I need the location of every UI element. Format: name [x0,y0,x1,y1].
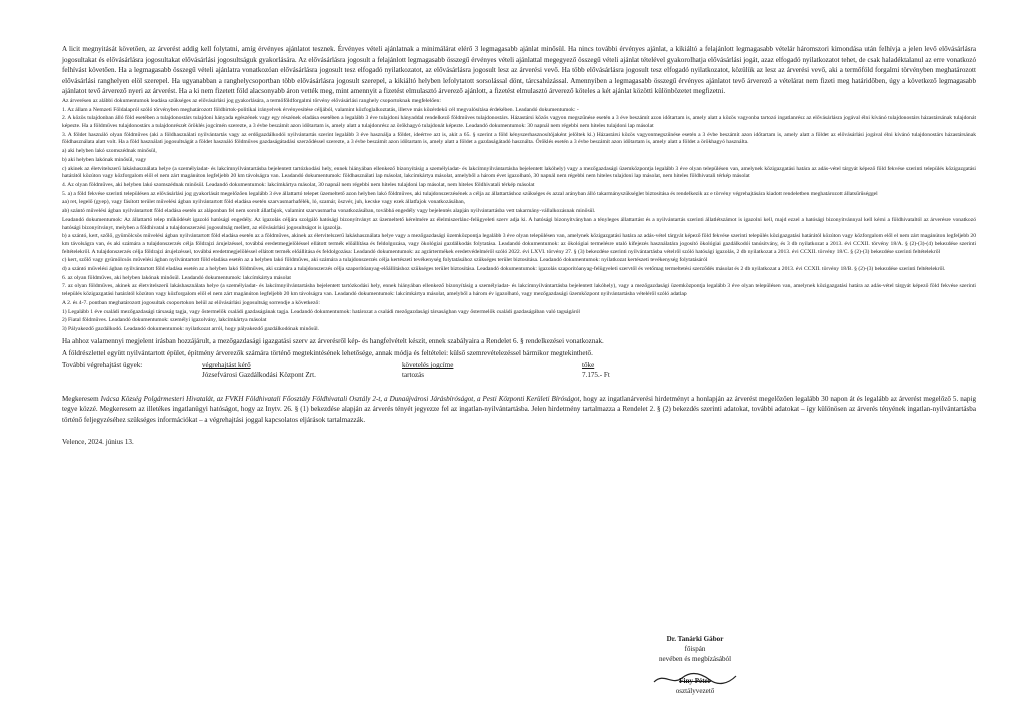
enforcement-cases-table [62,360,976,380]
signatory-role: nevében és megbízásából [658,655,732,663]
signature-block-primary [640,634,750,664]
request-body: hogy az ingatlanárverési hirdetményt a honlapján az árverést megelőzően legalább 30 napon át és legalább az árverést megelőző 5. napig tegye közzé. Megkeresem az illetékes ingatlanügyi hatóságot, hogy az Inytv. 26. § (1) bekezdése alapján az árverés tényét jegyezze fel az ingatlan-nyilvántartásba. Jelen hirdetmény tartalmazza a Rendelet 2. § (2) bekezdés szerinti adatokat, további adatokat – így különösen az árverés tényének ingatlan-nyilvántartásba történő feljegyzéséhez szükséges információkat – a végrehajtási joggal kapcsolatos eljárások tartalmazzák. [62,395,976,424]
principal-value: 7.175.- Ft [582,371,610,380]
secondary-signatory-title: osztályvezető [675,687,715,695]
rights-item: aa) ret, legelő (gyep), vagy fásított terület művelési ágban nyilvántartott föld eladása esetén szarvasmarhafélék, ló, szamár, öszvér, juh, kecske vagy ezek állatfajok vonatkozásában, [62,199,466,206]
rights-item: 3. A földet használó olyan földműves (aki a földhasználati nyilvántartás vagy az erdőgazdálkodói nyilvántartás szerint legalább 3 éve használja a földet, ideértve azt is, akit a 65. § szerint a föld kényszerhasznosítójaként jelöltek ki.) Házastársi közös vagyonmegszűnése esetén a 3 évbe beszámít azon időtartam is, amely alatt a földet az elővásárlási jogával élni kívánó tulajdonostárs házastársának földhasználata alatt volt. Ha a föld használati jogosultságát a földet használó földműves gazdaságátadási szerződéssel szerezte, a 3 évbe beszámít azon időtartam is, amely alatt a földet a gazdaságátadó használta. Öröklés esetén a 3 évbe beszámít azon időtartam is, amely alatt a földet a örökhagyó használta. [62,131,976,146]
signature-block-secondary [640,676,750,696]
parties-label: További végrehajtást ügyek: [62,361,143,370]
rights-item: 5. a) a föld fekvése szerinti településen az elővásárlási jog gyakorlását megelőzően legalább 3 éve állattartó telepet üzemeltető azon helyben lakó földműves, aki tulajdonszerzésének a célja az állattartáshoz szükséges és azzal arányban álló takarmányszükséglet biztosítása és rendelkezik az e törvény végrehajtására kiadott rendeletben meghatározott állatsűrűséggel [62,190,878,197]
rights-item: c) akinek az életvitelszerű lakáshasználata helye (a személyiadat- és lakcímnyilvántartásba bejelentett tartózkodási hely, ennek hiányában ellenkező bizonyításig a személyiadat- és lakcímnyilvántartásba bejelentett lakóhely) vagy a mezőgazdasági üzemközpontja legalább 3 éve olyan településen van, amelynek közigazgatási határa az adás-vétel tárgyát képező föld fekvése szerinti település közigazgatási határától közúton vagy közforgalom elől el nem zárt magánúton legfeljebb 20 km távolságra van. Leadandó dokumentumok: földhasználati lap másolat, lakcímkártya másolat, amelyből a három évet igazolható, 30 napnál nem régebbi nem hiteles tulajdoni lap másolat, nem hiteles földhivatali térkép másolat [62,165,976,180]
rights-heading: Az árverésen az alábbi dokumentumok leadása szükséges az elővásárlási jog gyakorlására, a termőföldforgalmi törvény elővásárlási ranghely csoportoknak megfelelően: [62,97,441,104]
rights-item: a) aki helyben lakó szomszédnak minősül, [62,148,157,155]
rights-item: ab) szántó művelési ágban nyilvántartott föld eladása esetén az aláponban fel nem sorolt állatfajok, valamint szarvasmarha vonatkozásában, továbbá engedély vagy bejelentés alapján nyilvántartásba vett takarmány-vállalkozásnak minősül. [62,208,596,215]
claim-header: követelés jogcíme [402,361,454,370]
request-addressees: Ivácsa Község Polgármesteri Hivatalát, az FVKH Földhivatali Főosztály Földhivatali Osztály 2-t, a Dunaújvárosi Járásbíróságot, a Pesti Központi Kerületi Bíróságot, [100,395,582,404]
principal-header: tőke [582,361,595,370]
request-paragraph [62,394,976,425]
rights-item: 7. az olyan földműves, akinek az életvitelszerű lakáshasználata helye (a személyiadat- és lakcímnyilvántartásba bejelentett tartózkodási hely, ennek hiányában ellenkező bizonyításig a személyiadat- és lakcímnyilvántartásba bejelentett lakóhely), vagy a mezőgazdasági üzemközpontja legalább 3 éve olyan településen van, amelynek közigazgatási határa az adás-vétel tárgyát képező föld fekvése szerinti település közigazgatási határától közúton vagy közforgalom elől el nem zárt magánúton legfeljebb 20 km távolságra van. Leadandó dokumentumok: lakcímkártya másolat, amelyből a három év igazolható, vagy mezőgazdasági üzemközpont nyilvántartásba vételéről szóló adatlap [62,283,976,298]
secondary-signatory-name: Finy Péter [679,677,711,685]
rights-item: c) kert, szőlő vagy gyümölcsös művelési ágban nyilvántartott föld eladása esetén az a helyben lakó földműves, aki számára a tulajdonszerzés célja kertészeti tevékenység folytatásához szükséges terület biztosítása. Leadandó dokumentumok: nyilatkozat kertészeti tevékenység folytatásáról [62,257,708,264]
rights-item: 2. A közös tulajdonban álló föld esetében a tulajdonostárs tulajdoni hányada egészének vagy egy részének eladása esetében a legalább 3 éve tulajdoni hányaddal rendelkező földműves tulajdonostárs. Házastársi közös vagyon megszűnése esetén a 3 éve beszámít azon időtartam is, amely alatt a közös vagyonba tartozó ingatlanrész az elővásárlásra jogával élni kívánó tulajdonostárs házastársának tulajdonát képezte. Ha a földműves tulajdonostárs a tulajdonrészét öröklés jogcímén szerezte, a 3 évbe beszámít azon időtartam is, amely alatt a tulajdonrész az örökhagyó tulajdonát képezte. Leadandó dokumentumok: 30 napnál nem régebbi nem hiteles tulajdoni lap másolat [62,115,976,130]
recording-notice: Ha ahhoz valamennyi megjelent irásban hozzájárult, a mezőgazdasági igazgatási szerv az árverésről kép- és hangfelvételt készít, ennek szabályaira a Rendelet 6. § rendelkezései vonatkoznak. [62,336,604,345]
rights-item: 6. az olyan földműves, aki helyben lakónak minősül. Leadandó dokumentumok: lakcímkártya másolat [62,274,291,281]
place-and-date: Velence, 2024. június 13. [62,438,134,447]
auction-rules-paragraph: A licit megnyitását követően, az árverést addig kell folytatni, amíg érvényes ajánlatot tesznek. Érvényes vételi ajánlatnak a minimálárat elérő 3 legmagasabb ajánlat minősül. Ha nincs további érvényes ajánlat, a kikiáltó a felajánlott legmagasabb vételár háromszori kimondása után felhívja a jelen levő elővásárlásra jogosultakat és elővásárlásra jogosultakat elővásárlási jogosultságuk gyakorlására. Az elővásárlásra jogosult a felajánlott legmagasabb összegű érvényes vételi ajánlattal megegyező összegű vételi ajánlat tételével gyakorolhatja elővásárlási jogát, azaz elfogadó nyilatkozatot tehet, de csak haladéktalanul az erre vonatkozó felhívást követően. Ha a legmagasabb összegű vételi ajánlatra vonatkozóan elővásárlásra jogosult tesz elfogadó nyilatkozatot, az elővásárlásra jogosult lesz az árverési vevő. Ha több elővásárlásra jogosult tesz elfogadó nyilatkozatot, közülük az lesz az árverési vevő, aki a termőföld forgalmi törvényben meghatározott elővásárlási ranghelyen elöl szerepel. Ha ugyanabban a ranghelycsoportban több elővásárlásra jogosult szerepel, a kikiáltó helyben lefolytatott sorsolással dönt, tárcsahúzással. Amennyiben a legmagasabb összegű érvényes ajánlatot tevő árverező a vételárat nem fizeti meg határidőben, úgy a következő legmagasabb ajánlatot tevő árverező nyeri az árverést. Ha a ki nem fizetett föld alacsonyabb áron vették meg, mint amennyit a fizetést elmulasztó árverező ajánlott, a fizetést elmulasztó árverező köteles a két ajánlat közötti különbözetet megfizetni. [62,45,976,96]
rights-item: 4. Az olyan földműves, aki helyben lakó szomszédnak minősül. Leadandó dokumentumok: lakcímkártya másolat, 30 napnál nem régebbi nem hiteles tulajdoni lap másolat, nem hiteles földhivatali térkép másolat [62,182,535,188]
creditor-value: Józsefvárosi Gazdálkodási Központ Zrt. [202,371,316,380]
rights-item: 3) Pályakezdő gazdálkodó. Leadandó dokumentumok: nyilatkozat arról, hogy pályakezdő gazdálkodónak minősül. [62,325,320,332]
preemption-rights-section [62,98,976,334]
claim-value: tartozás [402,371,425,380]
signatory-name: Dr. Tanárki Gábor [666,635,724,643]
rights-item: d) a szántó művelési ágban nyilvántartott föld eladása esetén az a helyben lakó földműves, aki számára a tulajdonszerzés célja szaporítóanyag-előállításhoz szükséges terület biztosítása. Leadandó dokumentumok: igazolás szaporítóanyag-felügyeleti szervtől és vetőmag termeltetési szerződés másolat és 2 db nyilatkozat a 2013. évi CCXII. törvény 18/B. § (2)-(3) bekezdése szerinti feltételekről. [62,266,946,273]
rights-item: 1) Legalább 1 éve családi mezőgazdasági társaság tagja, vagy őstermelők családi gazdaságának tagja. Leadandó dokumentumok: határozat a családi mezőgazdasági társaságban vagy őstermelők családi gazdaságában való tagságáról [62,308,580,315]
rights-item: 2) Fiatal földműves. Leadandó dokumentumok: személyi igazolvány, lakcímkártya másolat [62,317,267,324]
rights-item: Leadandó dokumentumok: Az állattartó telep működését igazoló hatósági engedély. Az igazolás céljára szolgáló hatósági bizonyítványt az üzemeltető kérelmére az élelmiszerlánc-felügyeleti szerv adja ki. A hatósági bizonyítványban a tényleges állattartást és a nyilvántartás szerinti állatlétszámot is igazolni kell, majd ezzel a hatósági bizonyítvánnyal kell kérni a földhivataltól az árverésre vonatkozó hatósági bizonyítványt, melyben a földhivatal a tulajdonszerzési jogosultság mellett, az elővásárlási jogosultságot is igazolja. [62,216,976,231]
rights-item: b) a szántó, kert, szőlő, gyümölcsös művelési ágban nyilvántartott föld eladása esetén az a földműves, akinek az életvitelszerű lakáshasználata helye vagy a mezőgazdasági üzemközpontja legalább 3 éve olyan településen van, amelynek közigazgatási határa az adás-vétel tárgyát képező föld fekvése szerinti település közigazgatási határától közúton vagy közforgalom elől el nem zárt magánúton legfeljebb 20 km távolságra van, és aki számára a tulajdonszerzés célja földrajzi árujelzéssel, továbbá eredetmegjelöléssel ellátott termék előállítása és feldolgozása, vagy ökológiai gazdálkodás folytatása. Leadandó dokumentumok: az ökológiai termelésre utaló kifejezés használatára jogosító ökológiai gazdálkodói tanúsítvány, és 3 db nyilatkozat a 2013. évi CCXII. törvény 18/A. § (2)-(3)-(4) bekezdése szerinti feltételekről. A tulajdonszerzés célja földrajzi árujelzéssel, továbbá eredetmegjelöléssel ellátott termék előállítása és feldolgozása: Leadandó dokumentumok: az agrártermékek eredetvédelméről szóló 2022. évi LXVI. törvény 27. § (3) bekezdése szerinti nyilvántartásba vételről szóló hatósági igazolás, 2 db nyilatkozat a 2013. évi CCXII. törvény 18/C. § (2)-(3) bekezdése szerinti feltételekről [62,233,976,255]
creditor-header: végrehajtást kérő [202,361,251,370]
rights-item: 1. Az állam a Nemzeti Földalapról szóló törvényben meghatározott földbirtok-politikai irányelvek érvényesítése céljából, valamint közfoglalkoztatás, illetve más közérdekű cél megvalósítása érdekében. Leadandó dokumentumok: - [62,106,579,113]
rights-item: b) aki helyben lakónak minősül, vagy [62,156,147,163]
rights-item: A 2. és 4-7. pontban meghatározott jogosultak csoportokon belül az elővásárlási jogosultság sorrendje a következő: [62,299,320,306]
request-prefix: Megkeresem [62,395,101,404]
signatory-title: főispán [684,645,706,653]
building-viewing-notice: A földrészlettel együtt nyilvántartott épület, építmény árverezők számára történő megtekintésének lehetősége, annak módja és feltételei: külső szemrevételezéssel bármikor megtekinthető. [62,348,593,357]
